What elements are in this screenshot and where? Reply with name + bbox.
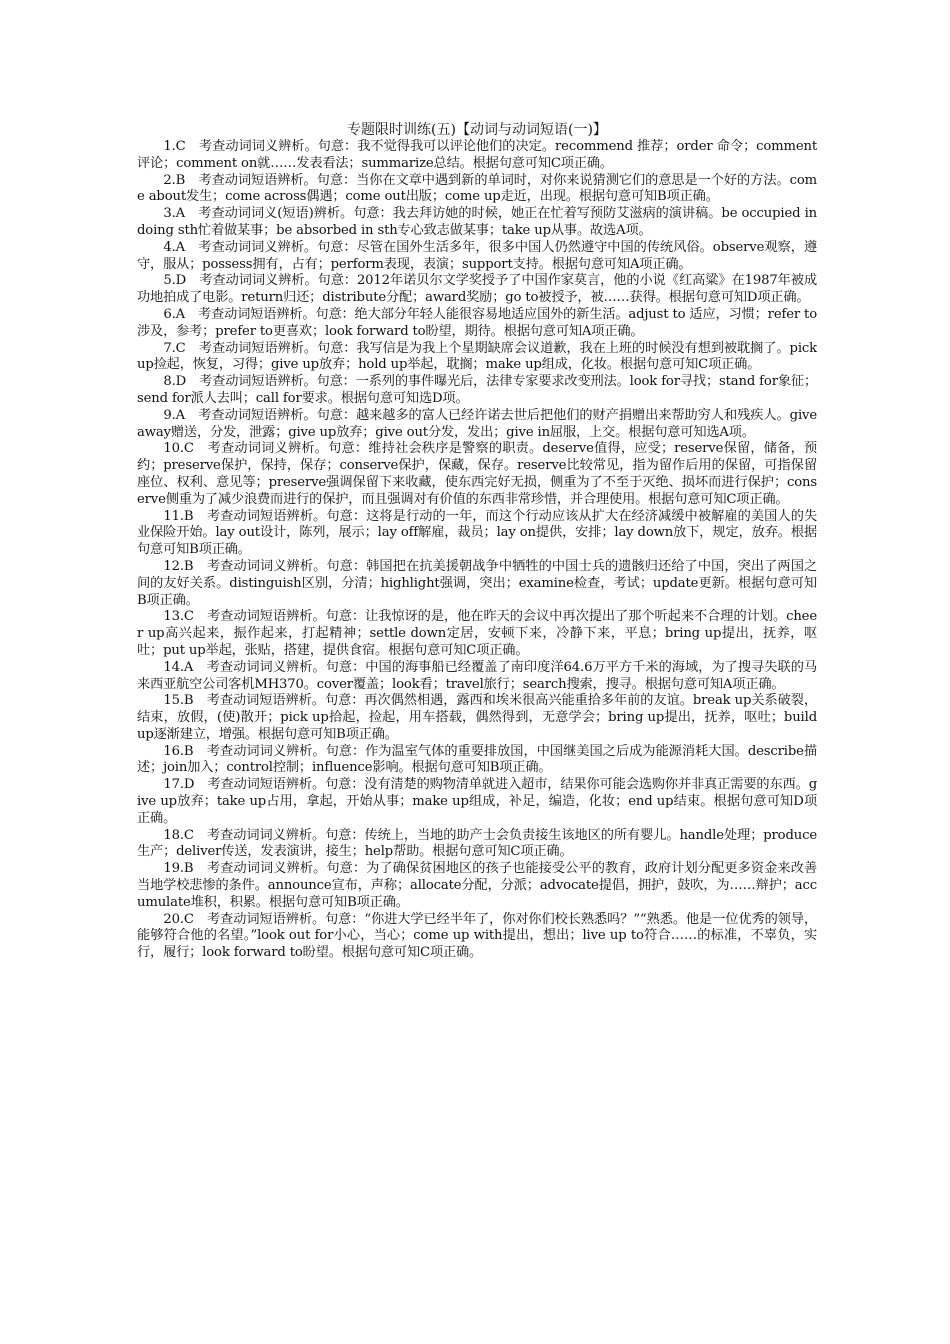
- answer-item-6: 6.A 考查动词短语辨析。句意：绝大部分年轻人能很容易地适应国外的新生活。adjust to 适应，习惯；refer to 涉及，参考；prefer to更喜欢；look forward to盼望，期待。根据句意可知A项正确。: [137, 306, 817, 339]
- answer-item-12: 12.B 考查动词词义辨析。句意：韩国把在抗美援朝战争中牺牲的中国士兵的遗骸归还给了中国，突出了两国之间的友好关系。distinguish区别，分清；highlight强调，突出；examine检查，考试；update更新。根据句意可知B项正确。: [137, 558, 817, 608]
- answer-item-16: 16.B 考查动词词义辨析。句意：作为温室气体的重要排放国，中国继美国之后成为能源消耗大国。describe描述；join加入；control控制；influence影响。根据句意可知B项正确。: [137, 743, 817, 776]
- answer-item-17: 17.D 考查动词短语辨析。句意：没有清楚的购物清单就进入超市，结果你可能会选购你并非真正需要的东西。give up放弃；take up占用，拿起，开始从事；make up组成，补足，编造，化妆；end up结束。根据句意可知D项正确。: [137, 777, 817, 826]
- answer-item-18: 18.C 考查动词词义辨析。句意：传统上，当地的助产士会负责接生该地区的所有婴儿。handle处理；produce生产；deliver传送，发表演讲，接生；help帮助。根据句意可知C项正确。: [137, 827, 817, 860]
- document-title: 专题限时训练(五)【动词与动词短语(一)】: [347, 122, 607, 138]
- answer-item-11: 11.B 考查动词短语辨析。句意：这将是行动的一年，而这个行动应该从扩大在经济减缓中被解雇的美国人的失业保险开始。lay out设计，陈列，展示；lay off解雇，裁员；lay on提供，安排；lay down放下，规定，放弃。根据句意可知B项正确。: [137, 508, 817, 558]
- answer-item-19: 19.B 考查动词词义辨析。句意：为了确保贫困地区的孩子也能接受公平的教育，政府计划分配更多资金来改善当地学校悲惨的条件。announce宣布，声称；allocate分配，分派；advocate提倡，拥护，鼓吹，为……辩护；accumulate堆积，积累。根据句意可知B项正确。: [137, 861, 817, 910]
- answer-item-10: 10.C 考查动词词义辨析。句意：维持社会秩序是警察的职责。deserve值得，应受；reserve保留，储备，预约；preserve保护，保持，保存；conserve保护，保藏，保存。reserve比较常见，指为留作后用的保留，可指保留座位、权利、意见等；preserve强调保留下来收藏，使东西完好无损，侧重为了不至于灭绝、损坏而进行保护；conserve侧重为了减少浪费而进行的保护，而且强调对有价值的东西非常珍惜，并合理使用。根据句意可知C项正确。: [137, 441, 817, 507]
- answer-item-2: 2.B 考查动词短语辨析。句意：当你在文章中遇到新的单词时，对你来说猜测它们的意思是一个好的方法。come about发生；come across偶遇；come out出版；come up走近，出现。根据句意可知B项正确。: [137, 172, 817, 205]
- answer-item-20: 20.C 考查动词短语辨析。句意：“你进大学已经半年了，你对你们校长熟悉吗？”“熟悉。他是一位优秀的领导，能够符合他的名望。”look out for小心，当心；come up with提出，想出；live up to符合……的标准，不辜负，实行，履行；look forward to盼望。根据句意可知C项正确。: [137, 911, 817, 961]
- answer-item-9: 9.A 考查动词短语辨析。句意：越来越多的富人已经许诺去世后把他们的财产捐赠出来帮助穷人和残疾人。give away赠送，分发，泄露；give up放弃；give out分发，发出；give in屈服，上交。根据句意可知选A项。: [137, 407, 817, 440]
- answer-item-8: 8.D 考查动词短语辨析。句意：一系列的事件曝光后，法律专家要求改变刑法。look for寻找；stand for象征；send for派人去叫；call for要求。根据句意可知选D项。: [137, 374, 817, 406]
- answer-item-15: 15.B 考查动词短语辨析。句意：再次偶然相遇，露西和埃米很高兴能重拾多年前的友谊。break up关系破裂，结束，放假，(使)散开；pick up拾起，捡起，用车搭载，偶然得到，无意学会；bring up提出，抚养，呕吐；build up逐渐建立，增强。根据句意可知B项正确。: [137, 693, 817, 742]
- answer-item-1: 1.C 考查动词词义辨析。句意：我不觉得我可以评论他们的决定。recommend 推荐；order 命令；comment 评论；comment on就……发表看法；summarize总结。根据句意可知C项正确。: [137, 139, 817, 171]
- answer-item-4: 4.A 考查动词词义辨析。句意：尽管在国外生活多年，很多中国人仍然遵守中国的传统风俗。observe观察，遵守，服从；possess拥有，占有；perform表现，表演；support支持。根据句意可知A项正确。: [137, 239, 817, 272]
- answer-list: [137, 139, 817, 962]
- document-page: [137, 122, 817, 962]
- answer-item-7: 7.C 考查动词短语辨析。句意：我写信是为我上个星期缺席会议道歉，我在上班的时候没有想到被耽搁了。pick up捡起，恢复，习得；give up放弃；hold up举起，耽搁；make up组成，化妆。根据句意可知C项正确。: [137, 340, 817, 373]
- answer-item-14: 14.A 考查动词词义辨析。句意：中国的海事船已经覆盖了南印度洋64.6万平方千米的海域，为了搜寻失联的马来西亚航空公司客机MH370。cover覆盖；look看；travel旅行；search搜索，搜寻。根据句意可知A项正确。: [137, 659, 817, 692]
- answer-item-5: 5.D 考查动词词义辨析。句意：2012年诺贝尔文学奖授予了中国作家莫言，他的小说《红高粱》在1987年被成功地拍成了电影。return归还；distribute分配；award奖励；go to被授予，被……获得。根据句意可知D项正确。: [137, 273, 817, 306]
- answer-item-3: 3.A 考查动词词义(短语)辨析。句意：我去拜访她的时候，她正在忙着写预防艾滋病的演讲稿。be occupied in doing sth忙着做某事；be absorbed in sth专心致志做某事；take up从事。故选A项。: [137, 206, 817, 238]
- answer-item-13: 13.C 考查动词短语辨析。句意：让我惊讶的是，他在昨天的会议中再次提出了那个听起来不合理的计划。cheer up高兴起来，振作起来，打起精神；settle down定居，安顿下来，冷静下来，平息；bring up提出，抚养，呕吐；put up举起，张贴，搭建，提供食宿。根据句意可知C项正确。: [137, 609, 817, 658]
